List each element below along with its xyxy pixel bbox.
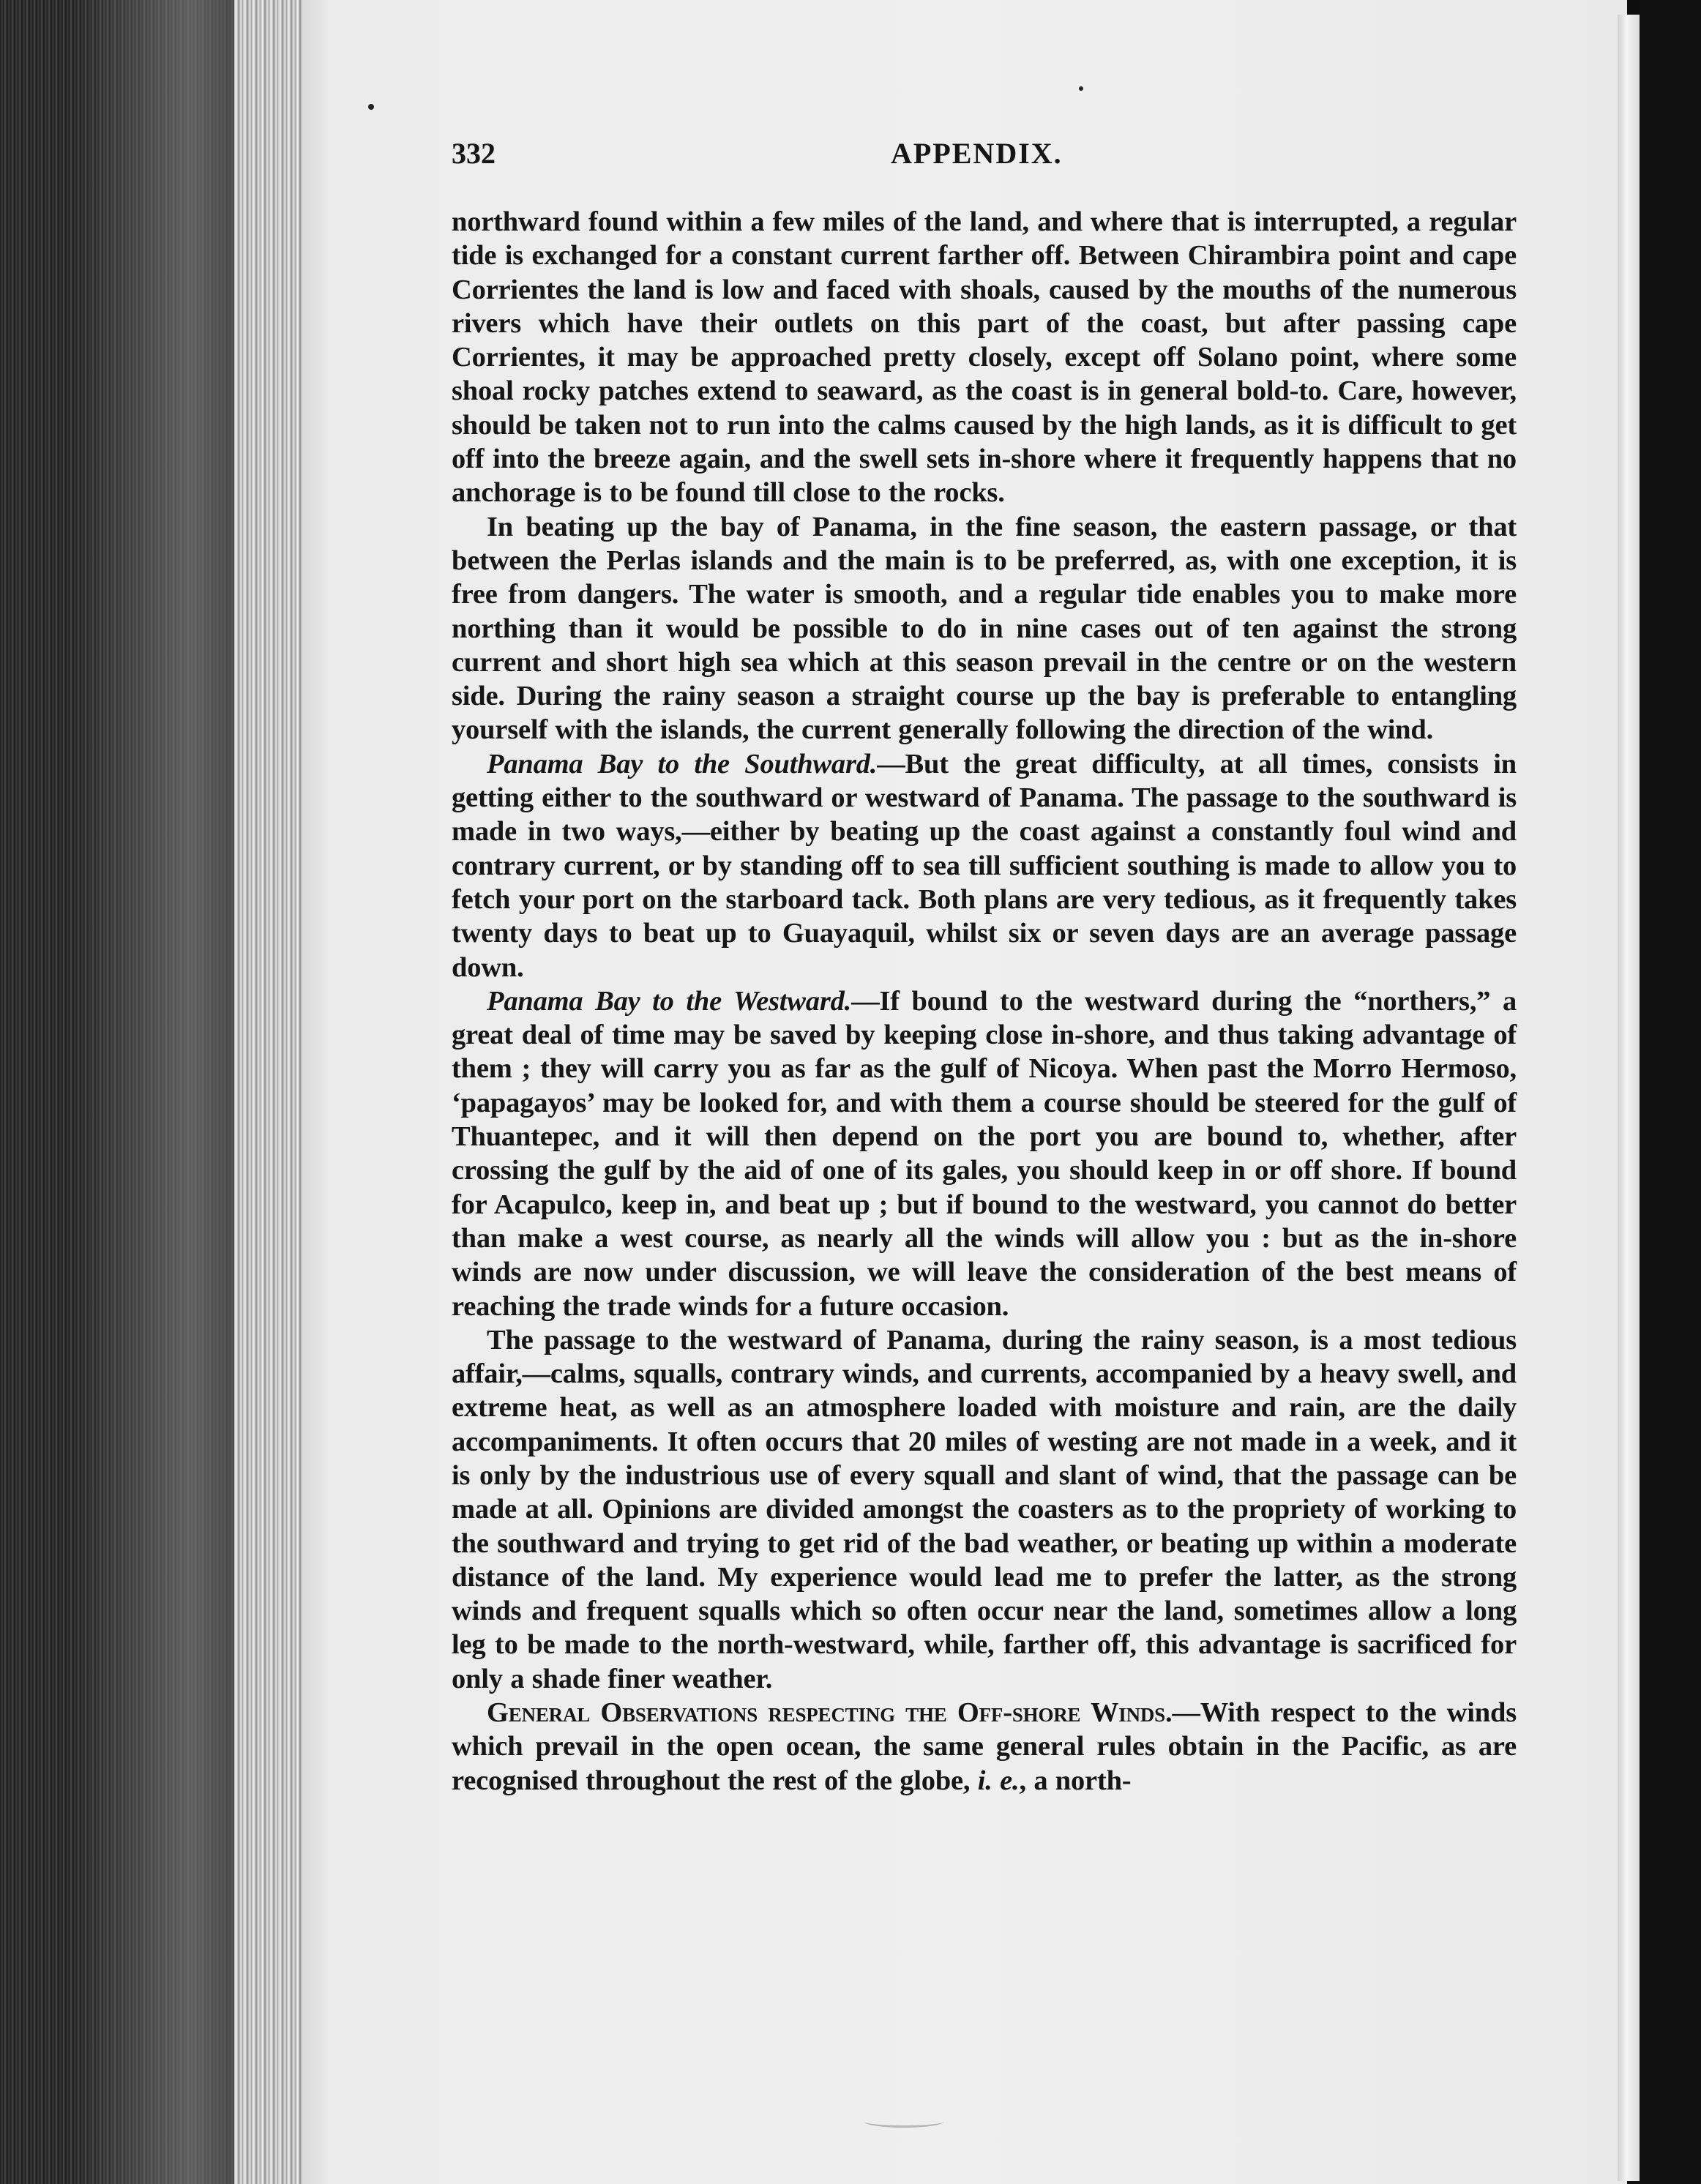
paragraph: [452, 510, 1517, 747]
paragraph: [452, 1696, 1517, 1798]
right-page-edge: [1618, 15, 1640, 2181]
paragraph-text: The passage to the westward of Panama, during the rainy season, is a most tedious affair,—calms, squalls, contrary winds, and currents, accompanied by a heavy swell, and extreme heat, as well as an atmosphere loaded with moisture and rain, are the daily accompaniments. It often occurs that 20 miles of westing are not made in a week, and it is only by the industrious use of every squall and slant of wind, that the passage can be made at all. Opinions are divided amongst the coasters as to the propriety of working to the southward and trying to get rid of the bad weather, or beating up within a moderate distance of the land. My experience would lead me to prefer the latter, as the strong winds and frequent squalls which so often occur near the land, sometimes allow a long leg to be made to the north-westward, while, farther off, this advantage is sacrificed for only a shade finer weather.: [452, 1324, 1517, 1694]
page-smudge: [864, 2115, 944, 2128]
paragraph-text: —If bound to the westward during the “northers,” a great deal of time may be saved by keeping close in-shore, and thus taking advantage of them ; they will carry you as far as the gulf of Nicoya. When past the Morro Hermoso, ‘papagayos’ may be looked for, and with them a course should be steered for the gulf of Thuantepec, and it will then depend on the port you are bound to, whether, after crossing the gulf by the aid of one of its gales, you should keep in or off shore. If bound for Acapulco, keep in, and beat up ; but if bound to the westward, you cannot do better than make a west course, as nearly all the winds will allow you : but as the in-shore winds are now under discussion, we will leave the consideration of the best means of reaching the trade winds for a future occasion.: [452, 985, 1517, 1322]
running-head-title: APPENDIX.: [891, 137, 1063, 170]
paragraph-text: —With respect to the winds which prevail in the open ocean, the same general rules obtain in the Pacific, as are recognised throughout the rest of the globe,: [452, 1697, 1517, 1796]
paragraph-text: —But the great difficulty, at all times, consists in getting either to the southward or westward of Panama. The passage to the southward is made in two ways,—either by beating up the coast against a constantly foul wind and contrary current, or by standing off to sea till sufficient southing is made to allow you to fetch your port on the starboard tack. Both plans are very tedious, as it frequently takes twenty days to beat up to Guayaquil, whilst six or seven days are an average passage down.: [452, 748, 1517, 983]
page-stack-edges: [234, 0, 304, 2184]
paragraph-text: In beating up the bay of Panama, in the fine season, the eastern passage, or that between the Perlas islands and the main is to be preferred, as, with one exception, it is free from dangers. The water is smooth, and a regular tide enables you to make more northing than it would be possible to do in nine cases out of ten against the strong current and short high sea which at this season prevail in the centre or on the western side. During the rainy season a straight course up the bay is preferable to entangling yourself with the islands, the current generally following the direction of the wind.: [452, 511, 1517, 746]
italic-heading: i. e.: [977, 1765, 1020, 1796]
italic-heading: Panama Bay to the Westward.: [487, 985, 852, 1017]
binding-shadow: [73, 0, 242, 2184]
body-text: [452, 205, 1517, 1798]
page-number: 332: [452, 137, 496, 170]
paragraph-text: northward found within a few miles of the land, and where that is interrupted, a regular tide is exchanged for a constant current farther off. Between Chirambira point and cape Corrientes the land is low and faced with shoals, caused by the mouths of the numerous rivers which have their outlets on this part of the coast, but after passing cape Corrientes, it may be approached pretty closely, except off Solano point, where some shoal rocky patches extend to seaward, as the coast is in general bold-to. Care, however, should be taken not to run into the calms caused by the high lands, as it is difficult to get off into the breeze again, and the swell sets in-shore where it frequently happens that no anchorage is to be found till close to the rocks.: [452, 206, 1517, 509]
print-speck: [368, 104, 374, 110]
smallcaps-heading: General Observations respecting the Off-shore Winds.: [487, 1697, 1173, 1729]
italic-heading: Panama Bay to the Southward.: [487, 748, 878, 779]
print-speck: [1079, 86, 1083, 91]
paragraph: [452, 747, 1517, 984]
right-background: [1640, 0, 1701, 2184]
paragraph: [452, 1323, 1517, 1696]
paragraph: [452, 205, 1517, 510]
paragraph-text: , a north-: [1019, 1765, 1132, 1796]
running-head: [452, 136, 1513, 180]
paragraph: [452, 984, 1517, 1323]
